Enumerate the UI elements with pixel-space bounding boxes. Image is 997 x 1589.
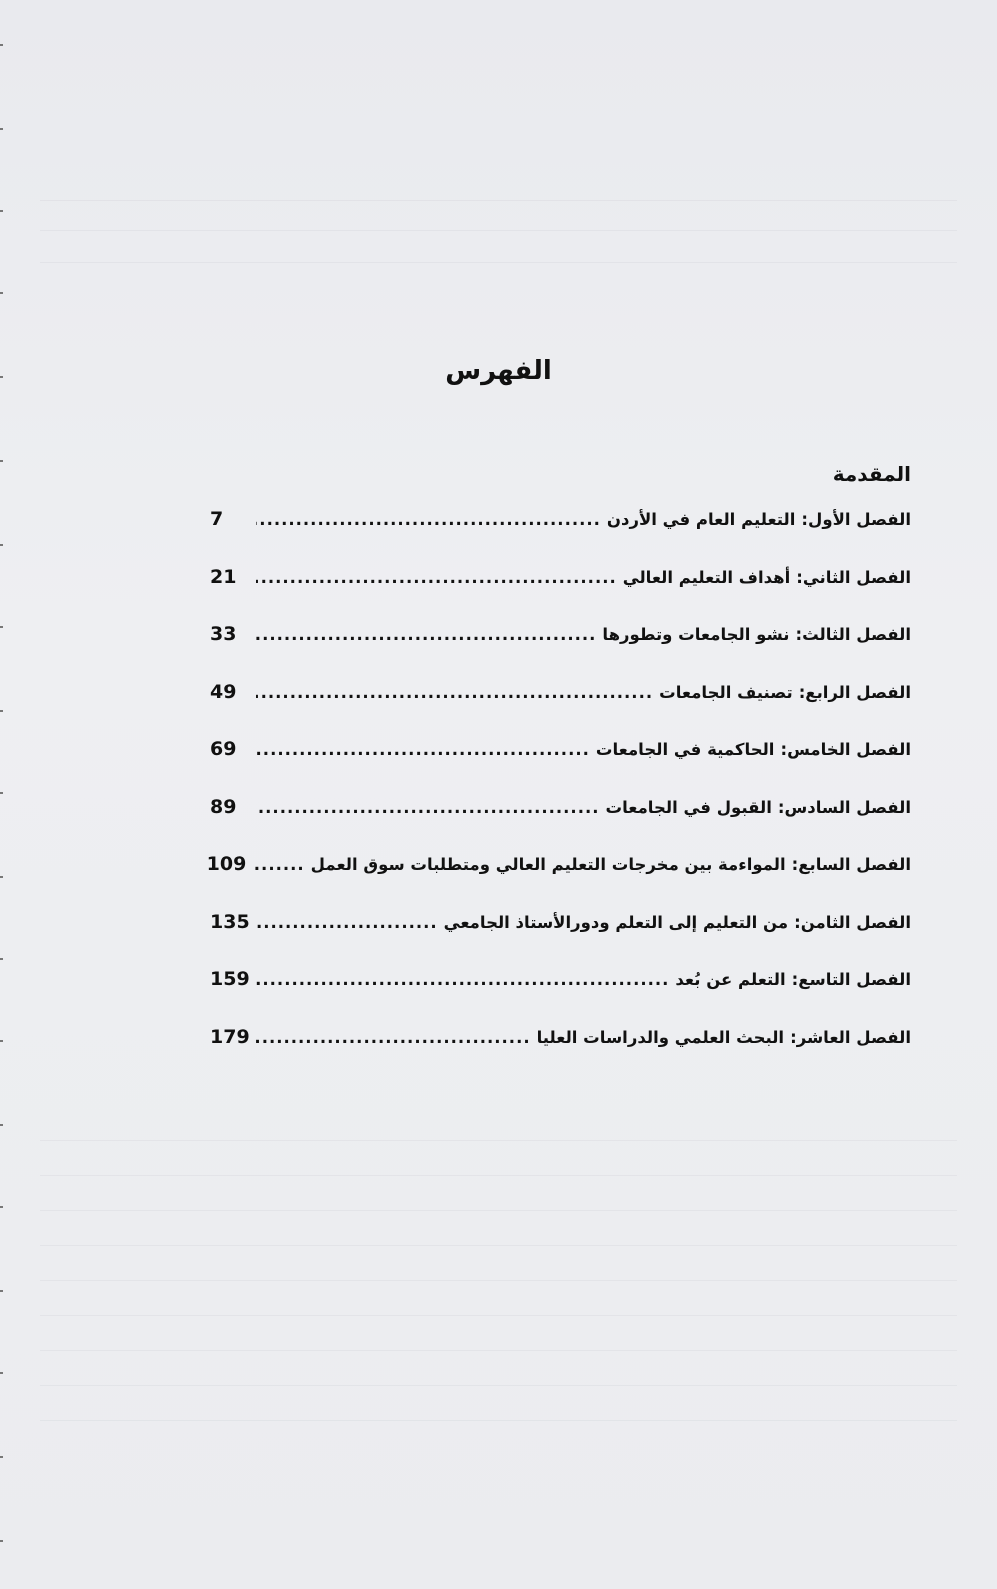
edge-mark: [0, 544, 3, 546]
show-through-line: [40, 1350, 957, 1351]
toc-entry: الفصل الثاني : أهداف التعليم العالي ..... 21: [210, 566, 911, 606]
table-of-contents: [206, 508, 911, 1083]
chapter-title: القبول في الجامعات: [605, 797, 772, 817]
toc-entry: الفصل السابع : المواءمة بين مخرجات التعليم العالي ومتطلبات سوق العمل ..... 109: [210, 853, 911, 893]
chapter-label: الفصل السادس: [784, 797, 911, 817]
dot-leader: [256, 913, 438, 932]
edge-mark: [0, 876, 3, 878]
dot-leader: [256, 683, 653, 702]
chapter-label: الفصل السابع: [798, 855, 911, 874]
chapter-label: الفصل الخامس: [787, 740, 911, 759]
toc-entry: الفصل الخامس : الحاكمية في الجامعات ..... 69: [210, 738, 911, 778]
show-through-line: [40, 1315, 957, 1316]
dot-leader: [256, 970, 669, 989]
edge-mark: [0, 626, 3, 628]
page-number: 49: [210, 680, 237, 703]
edge-mark: [0, 1456, 3, 1458]
toc-entry: الفصل الرابع : تصنيف الجامعات ..... 49: [210, 681, 911, 721]
introduction-heading: المقدمة: [832, 462, 911, 486]
page-number: 33: [210, 623, 237, 645]
edge-mark: [0, 792, 3, 794]
edge-mark: [0, 1290, 3, 1292]
dot-leader: [253, 855, 305, 874]
edge-mark: [0, 44, 3, 46]
edge-mark: [0, 1540, 3, 1542]
edge-mark: [0, 128, 3, 130]
toc-entry: الفصل التاسع : التعلم عن بُعد ..... 159: [210, 968, 911, 1008]
edge-mark: [0, 710, 3, 712]
toc-entry: الفصل الثامن : من التعليم إلى التعلم ودورالأستاذ الجامعي ..... 135: [210, 911, 911, 951]
chapter-title: التعلم عن بُعد: [675, 970, 786, 989]
edge-mark: [0, 292, 3, 294]
chapter-title: نشو الجامعات وتطورها: [602, 625, 790, 644]
toc-entry: الفصل العاشر : البحث العلمي والدراسات العليا ..... 179: [210, 1026, 911, 1066]
page-number: 69: [210, 738, 237, 760]
page-number: 109: [206, 853, 247, 875]
page-number: 21: [210, 565, 237, 588]
page-number: 89: [210, 795, 237, 818]
show-through-line: [40, 1420, 957, 1421]
chapter-label: الفصل العاشر: [796, 1027, 911, 1047]
edge-mark: [0, 1372, 3, 1374]
dot-leader: [256, 1028, 531, 1047]
edge-mark: [0, 1124, 3, 1126]
chapter-title: تصنيف الجامعات: [659, 682, 793, 702]
toc-entry: الفصل الأول : التعليم العام في الأردن ..... 7: [210, 508, 911, 548]
page-number: 135: [210, 910, 250, 933]
show-through-line: [40, 262, 957, 263]
toc-entry: الفصل السادس : القبول في الجامعات ..... 89: [210, 796, 911, 836]
chapter-title: البحث العلمي والدراسات العليا: [536, 1027, 785, 1047]
dot-leader: [256, 568, 617, 587]
edge-mark: [0, 1206, 3, 1208]
show-through-line: [40, 1175, 957, 1176]
chapter-label: الفصل الأول: [808, 510, 911, 529]
chapter-title: الحاكمية في الجامعات: [595, 740, 775, 759]
edge-mark: [0, 460, 3, 462]
dot-leader: [256, 510, 601, 529]
edge-mark: [0, 210, 3, 212]
show-through-line: [40, 1140, 957, 1141]
page-number: 7: [210, 508, 224, 530]
chapter-title: أهداف التعليم العالي: [622, 567, 791, 587]
show-through-line: [40, 200, 957, 201]
show-through-line: [40, 1385, 957, 1386]
edge-mark: [0, 1040, 3, 1042]
chapter-label: الفصل التاسع: [798, 970, 911, 989]
dot-leader: [256, 740, 590, 759]
show-through-line: [40, 1210, 957, 1211]
toc-entry: الفصل الثالث : نشو الجامعات وتطورها ..... 33: [210, 623, 911, 663]
chapter-title: المواءمة بين مخرجات التعليم العالي ومتطلبات سوق العمل: [310, 855, 786, 874]
edge-mark: [0, 958, 3, 960]
chapter-label: الفصل الثاني: [802, 567, 911, 587]
show-through-line: [40, 1245, 957, 1246]
show-through-line: [40, 230, 957, 231]
chapter-label: الفصل الثالث: [802, 625, 911, 644]
show-through-line: [40, 1280, 957, 1281]
dot-leader: [256, 625, 596, 644]
page-number: 159: [210, 968, 250, 990]
chapter-title: من التعليم إلى التعلم ودورالأستاذ الجامعي: [443, 912, 789, 932]
page-number: 179: [210, 1025, 250, 1048]
chapter-label: الفصل الرابع: [805, 682, 911, 702]
chapter-title: التعليم العام في الأردن: [606, 510, 796, 529]
dot-leader: [256, 798, 600, 817]
chapter-label: الفصل الثامن: [800, 912, 911, 932]
page-title: الفهرس: [445, 356, 552, 386]
